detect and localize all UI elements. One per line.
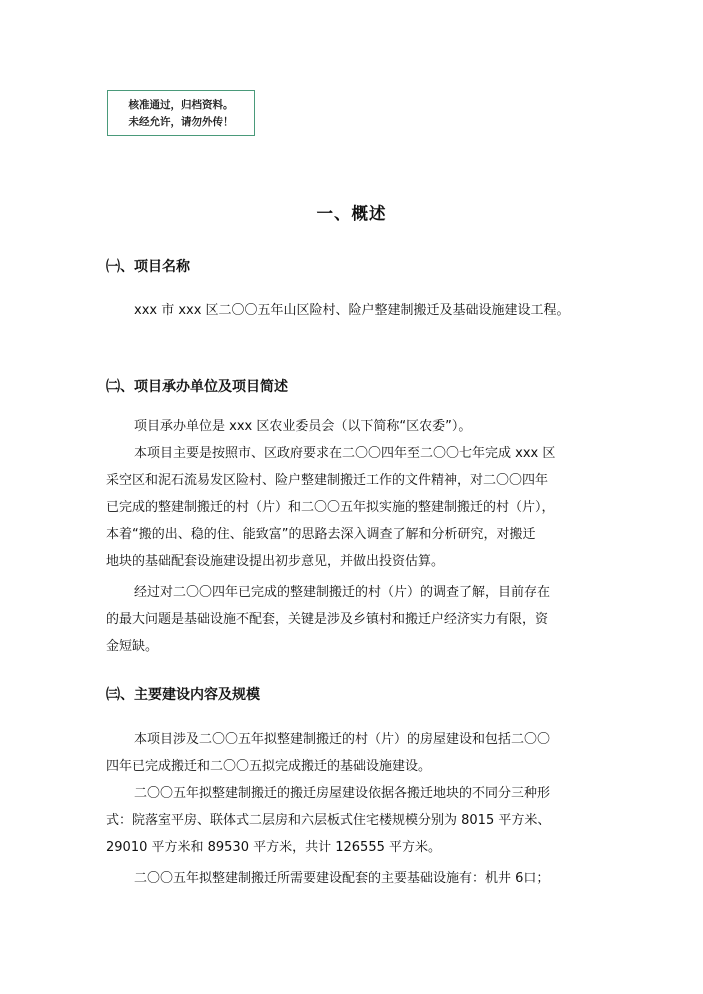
section2-p2-line-3: 已完成的整建制搬迁的村（片）和二〇〇五年拟实施的整建制搬迁的村（片），	[106, 500, 555, 515]
section3-p3-line-1: 二〇〇五年拟整建制搬迁所需要建设配套的主要基础设施有：机井 6口；	[134, 871, 550, 886]
section3-p2-line-1: 二〇〇五年拟整建制搬迁的搬迁房屋建设依据各搬迁地块的不同分三种形	[134, 786, 551, 801]
page-title: 一、概述	[316, 204, 387, 223]
stamp-line-1: 核准通过，归档资料。	[128, 99, 234, 111]
approval-stamp	[107, 90, 255, 136]
section1-text: xxx 市 xxx 区二〇〇五年山区险村、险户整建制搬迁及基础设施建设工程。	[134, 303, 570, 318]
section3-p1-line-2: 四年已完成搬迁和二〇〇五拟完成搬迁的基础设施建设。	[106, 759, 432, 774]
section2-paragraph-1: 项目承办单位是 xxx 区农业委员会（以下简称“区农委”）。	[134, 419, 472, 434]
section1-heading: ㈠、项目名称	[106, 259, 190, 275]
stamp-line-2: 未经允许，请勿外传！	[128, 116, 234, 128]
section3-p2-line-2: 式：院落室平房、联体式二层房和六层板式住宅楼规模分别为 8015 平方米、	[106, 813, 551, 828]
section2-p2-line-1: 本项目主要是按照市、区政府要求在二〇〇四年至二〇〇七年完成 xxx 区	[134, 446, 556, 461]
section2-p3-line-2: 的最大问题是基础设施不配套，关键是涉及乡镇村和搬迁户经济实力有限，资	[106, 612, 549, 627]
section3-p2-line-3: 29010 平方米和 89530 平方米，共计 126555 平方米。	[106, 840, 441, 855]
section2-p2-line-5: 地块的基础配套设施建设提出初步意见，并做出投资估算。	[106, 554, 445, 569]
section2-p2-line-2: 采空区和泥石流易发区险村、险户整建制搬迁工作的文件精神，对二〇〇四年	[106, 473, 549, 488]
section3-heading: ㈢、主要建设内容及规模	[106, 687, 260, 703]
section2-p3-line-3: 金短缺。	[106, 639, 159, 654]
section3-p1-line-1: 本项目涉及二〇〇五年拟整建制搬迁的村（片）的房屋建设和包括二〇〇	[134, 732, 551, 747]
section2-p2-line-4: 本着“搬的出、稳的住、能致富”的思路去深入调查了解和分析研究，对搬迁	[106, 527, 536, 542]
section2-p3-line-1: 经过对二〇〇四年已完成的整建制搬迁的村（片）的调查了解，目前存在	[134, 585, 551, 600]
section2-heading: ㈡、项目承办单位及项目简述	[106, 379, 288, 395]
